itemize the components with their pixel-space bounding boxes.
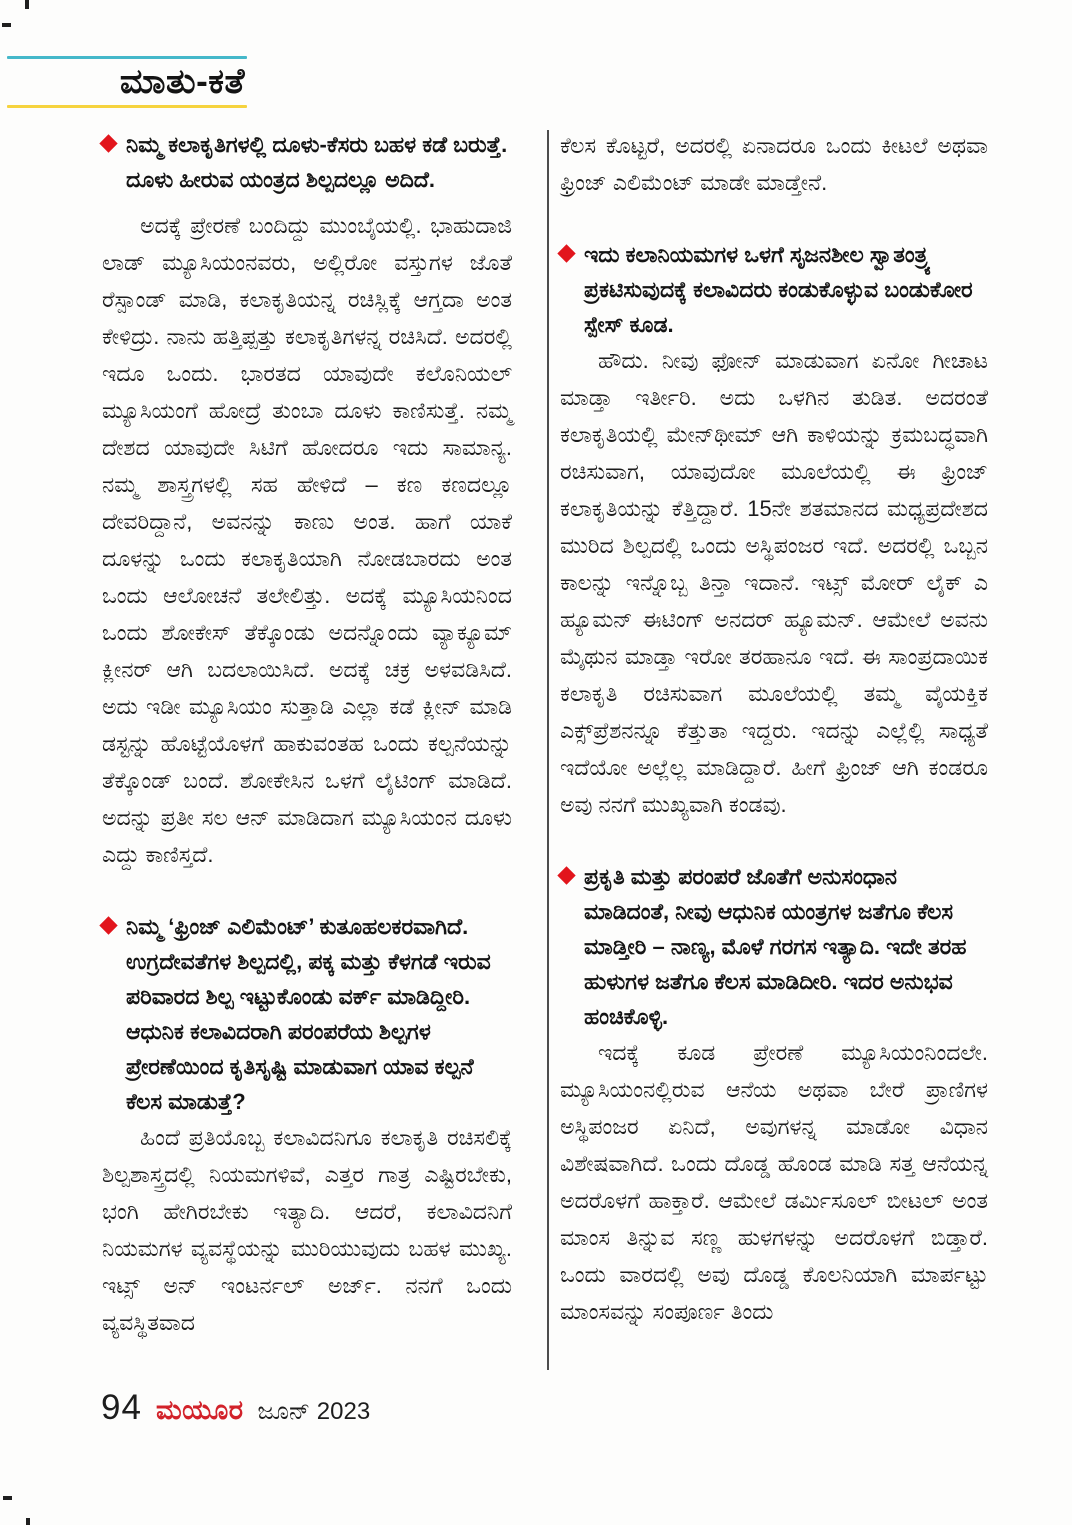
crop-mark-bottom-vertical xyxy=(26,1518,30,1525)
interview-answer: ಹಿಂದೆ ಪ್ರತಿಯೊಬ್ಬ ಕಲಾವಿದನಿಗೂ ಕಲಾಕೃತಿ ರಚಿಸಲಿಕ್ಕೆ ಶಿಲ್ಪಶಾಸ್ತ್ರದಲ್ಲಿ ನಿಯಮಗಳಿವೆ, ಎತ್ತರ ಗಾತ್ರ ಎಷ್ಟಿರಬೇಕು, ಭಂಗಿ ಹೇಗಿರಬೇಕು ಇತ್ಯಾದಿ. ಆದರೆ, ಕಲಾವಿದನಿಗೆ ನಿಯಮಗಳ ವ್ಯವಸ್ಥೆಯನ್ನು ಮುರಿಯುವುದು ಬಹಳ ಮುಖ್ಯ. ಇಟ್ಸ್ ಅನ್ ಇಂಟರ್ನಲ್ ಅರ್ಜ್. ನನಗೆ ಒಂದು ವ್ಯವಸ್ಥಿತವಾದ xyxy=(102,1125,512,1335)
crop-mark-bottom-horizontal xyxy=(3,1496,12,1500)
interview-answer: ಅದಕ್ಕೆ ಪ್ರೇರಣೆ ಬಂದಿದ್ದು ಮುಂಬೈಯಲ್ಲಿ. ಭಾಹುದಾಜಿ ಲಾಡ್ ಮ್ಯೂಸಿಯಂನವರು, ಅಲ್ಲಿರೋ ವಸ್ತುಗಳ ಜೊತೆ ರೆಸ್ಪಾಂಡ್ ಮಾಡಿ, ಕಲಾಕೃತಿಯನ್ನ ರಚಿಸ್ಲಿಕ್ಕೆ ಆಗ್ತದಾ ಅಂತ ಕೇಳಿದ್ರು. ನಾನು ಹತ್ತಿಪ್ಪತ್ತು ಕಲಾಕೃತಿಗಳನ್ನ ರಚಿಸಿದೆ. ಅದರಲ್ಲಿ ಇದೂ ಒಂದು. ಭಾರತದ ಯಾವುದೇ ಕಲೊನಿಯಲ್ ಮ್ಯೂಸಿಯಂಗೆ ಹೋದ್ರೆ ತುಂಬಾ ದೂಳು ಕಾಣಿಸುತ್ತೆ. ನಮ್ಮ ದೇಶದ ಯಾವುದೇ ಸಿಟಿಗೆ ಹೋದರೂ ಇದು ಸಾಮಾನ್ಯ. ನಮ್ಮ ಶಾಸ್ತ್ರಗಳಲ್ಲಿ ಸಹ ಹೇಳಿದೆ – ಕಣ ಕಣದಲ್ಲೂ ದೇವರಿದ್ದಾನೆ, ಅವನನ್ನು ಕಾಣು ಅಂತ. ಹಾಗೆ ಯಾಕೆ ದೂಳನ್ನು ಒಂದು ಕಲಾಕೃತಿಯಾಗಿ ನೋಡಬಾರದು ಅಂತ ಒಂದು ಆಲೋಚನೆ ತಲೇಲಿತ್ತು. ಅದಕ್ಕೆ ಮ್ಯೂಸಿಯನಿಂದ ಒಂದು ಶೋಕೇಸ್ ತೆಕ್ಕೊಂಡು ಅದನ್ನೊಂದು ವ್ಯಾಕ್ಯೂಮ್ ಕ್ಲೀನರ್ ಆಗಿ ಬದಲಾಯಿಸಿದೆ. ಅದಕ್ಕೆ ಚಕ್ರ ಅಳವಡಿಸಿದೆ. ಅದು ಇಡೀ ಮ್ಯೂಸಿಯಂ ಸುತ್ತಾಡಿ ಎಲ್ಲಾ ಕಡೆ ಕ್ಲೀನ್ ಮಾಡಿ ಡಸ್ಟನ್ನು ಹೊಟ್ಟೆಯೊಳಗೆ ಹಾಕುವಂತಹ ಒಂದು ಕಲ್ಪನೆಯನ್ನು ತೆಕ್ಕೊಂಡ್ ಬಂದೆ. ಶೋಕೇಸಿನ ಒಳಗೆ ಲೈಟಿಂಗ್ ಮಾಡಿದೆ. ಅದನ್ನು ಪ್ರತೀ ಸಲ ಆನ್ ಮಾಡಿದಾಗ ಮ್ಯೂಸಿಯಂನ ದೂಳು ಎದ್ದು ಕಾಣಿಸ್ತದೆ. xyxy=(102,213,512,867)
interview-question xyxy=(102,127,512,197)
left-column xyxy=(102,127,512,1341)
interview-question xyxy=(560,237,988,342)
page-number: 94 xyxy=(101,1388,142,1427)
crop-mark-top-vertical xyxy=(25,0,29,9)
page-title: ಮಾತು-ಕತೆ xyxy=(119,62,245,101)
interview-question xyxy=(102,909,512,1119)
issue-date: ಜೂನ್ 2023 xyxy=(257,1398,371,1425)
interview-answer: ಹೌದು. ನೀವು ಫೋನ್ ಮಾಡುವಾಗ ಏನೋ ಗೀಚಾಟ ಮಾಡ್ತಾ ಇರ್ತೀರಿ. ಅದು ಒಳಗಿನ ತುಡಿತ. ಅದರಂತೆ ಕಲಾಕೃತಿಯಲ್ಲಿ ಮೇನ್‌ಥೀಮ್ ಆಗಿ ಕಾಳಿಯನ್ನು ಕ್ರಮಬದ್ಧವಾಗಿ ರಚಿಸುವಾಗ, ಯಾವುದೋ ಮೂಲೆಯಲ್ಲಿ ಈ ಫ್ರಿಂಜ್ ಕಲಾಕೃತಿಯನ್ನು ಕೆತ್ತಿದ್ದಾರೆ. 15ನೇ ಶತಮಾನದ ಮಧ್ಯಪ್ರದೇಶದ ಮುರಿದ ಶಿಲ್ಪದಲ್ಲಿ ಒಂದು ಅಸ್ಥಿಪಂಜರ ಇದೆ. ಅದರಲ್ಲಿ ಒಬ್ಬನ ಕಾಲನ್ನು ಇನ್ನೊಬ್ಬ ತಿನ್ತಾ ಇದಾನೆ. ಇಟ್ಸ್ ಮೋರ್ ಲೈಕ್ ಎ ಹ್ಯೂಮನ್ ಈಟಿಂಗ್ ಅನದರ್ ಹ್ಯೂಮನ್. ಆಮೇಲೆ ಅವನು ಮೈಥುನ ಮಾಡ್ತಾ ಇರೋ ತರಹಾನೂ ಇದೆ. ಈ ಸಾಂಪ್ರದಾಯಿಕ ಕಲಾಕೃತಿ ರಚಿಸುವಾಗ ಮೂಲೆಯಲ್ಲಿ ತಮ್ಮ ವೈಯಕ್ತಿಕ ಎಕ್ಸ್‌ಪ್ರೆಶನನ್ನೂ ಕೆತ್ತುತಾ ಇದ್ದರು. ಇದನ್ನು ಎಲ್ಲೆಲ್ಲಿ ಸಾಧ್ಯತೆ ಇದೆಯೋ ಅಲ್ಲೆಲ್ಲ ಮಾಡಿದ್ದಾರೆ. ಹೀಗೆ ಫ್ರಿಂಜ್ ಆಗಿ ಕಂಡರೂ ಅವು ನನಗೆ ಮುಖ್ಯವಾಗಿ ಕಂಡವು. xyxy=(560,348,988,817)
header-rule-bottom xyxy=(7,105,247,108)
question-text: ನಿಮ್ಮ ‘ಫ್ರಿಂಜ್ ಎಲಿಮೆಂಟ್’ ಕುತೂಹಲಕರವಾಗಿದೆ. ಉಗ್ರದೇವತೆಗಳ ಶಿಲ್ಪದಲ್ಲಿ, ಪಕ್ಕ ಮತ್ತು ಕೆಳಗಡೆ ಇರುವ ಪರಿವಾರದ ಶಿಲ್ಪ ಇಟ್ಟುಕೊಂಡು ವರ್ಕ್ ಮಾಡಿದ್ದೀರಿ. ಆಧುನಿಕ ಕಲಾವಿದರಾಗಿ ಪರಂಪರೆಯ ಶಿಲ್ಪಗಳ ಪ್ರೇರಣೆಯಿಂದ ಕೃತಿಸೃಷ್ಟಿ ಮಾಡುವಾಗ ಯಾವ ಕಲ್ಪನೆ ಕೆಲಸ ಮಾಡುತ್ತೆ? xyxy=(126,914,491,1114)
right-column xyxy=(560,127,988,1330)
question-text: ನಿಮ್ಮ ಕಲಾಕೃತಿಗಳಲ್ಲಿ ದೂಳು-ಕೆಸರು ಬಹಳ ಕಡೆ ಬರುತ್ತೆ. ದೂಳು ಹೀರುವ ಯಂತ್ರದ ಶಿಲ್ಪದಲ್ಲೂ ಅದಿದೆ. xyxy=(126,132,508,192)
page-footer xyxy=(101,1388,370,1428)
section-header xyxy=(7,56,247,108)
diamond-bullet-icon xyxy=(99,134,117,152)
diamond-bullet-icon xyxy=(99,916,117,934)
interview-question xyxy=(560,859,988,1034)
diamond-bullet-icon xyxy=(557,866,575,884)
magazine-logo: ಮಯೂರ xyxy=(155,1395,244,1425)
question-text: ಇದು ಕಲಾನಿಯಮಗಳ ಒಳಗೆ ಸೃಜನಶೀಲ ಸ್ವಾತಂತ್ರ್ಯ ಪ್ರಕಟಿಸುವುದಕ್ಕೆ ಕಲಾವಿದರು ಕಂಡುಕೊಳ್ಳುವ ಬಂಡುಕೋರ ಸ್ಪೇಸ್ ಕೂಡ. xyxy=(584,242,973,337)
crop-mark-top-horizontal xyxy=(2,23,11,27)
interview-answer: ಇದಕ್ಕೆ ಕೂಡ ಪ್ರೇರಣೆ ಮ್ಯೂಸಿಯಂನಿಂದಲೇ. ಮ್ಯೂಸಿಯಂನಲ್ಲಿರುವ ಆನೆಯ ಅಥವಾ ಬೇರೆ ಪ್ರಾಣಿಗಳ ಅಸ್ಥಿಪಂಜರ ಏನಿದೆ, ಅವುಗಳನ್ನ ಮಾಡೋ ವಿಧಾನ ವಿಶೇಷವಾಗಿದೆ. ಒಂದು ದೊಡ್ಡ ಹೊಂಡ ಮಾಡಿ ಸತ್ತ ಆನೆಯನ್ನ ಅದರೊಳಗೆ ಹಾಕ್ತಾರೆ. ಆಮೇಲೆ ಡರ್ಮಿಸೂಲ್ ಬೀಟಲ್ ಅಂತ ಮಾಂಸ ತಿನ್ನುವ ಸಣ್ಣ ಹುಳಗಳನ್ನು ಅದರೊಳಗೆ ಬಿಡ್ತಾರೆ. ಒಂದು ವಾರದಲ್ಲಿ ಅವು ದೊಡ್ಡ ಕೊಲನಿಯಾಗಿ ಮಾರ್ಪಟ್ಟು ಮಾಂಸವನ್ನು ಸಂಪೂರ್ಣ ತಿಂದು xyxy=(560,1040,988,1324)
column-divider xyxy=(547,130,549,1370)
question-text: ಪ್ರಕೃತಿ ಮತ್ತು ಪರಂಪರೆ ಜೊತೆಗೆ ಅನುಸಂಧಾನ ಮಾಡಿದಂತೆ, ನೀವು ಆಧುನಿಕ ಯಂತ್ರಗಳ ಜತೆಗೂ ಕೆಲಸ ಮಾಡ್ತೀರಿ – ನಾಣ್ಯ, ಮೊಳೆ ಗರಗಸ ಇತ್ಯಾದಿ. ಇದೇ ತರಹ ಹುಳುಗಳ ಜತೆಗೂ ಕೆಲಸ ಮಾಡಿದೀರಿ. ಇದರ ಅನುಭವ ಹಂಚಿಕೊಳ್ಳಿ. xyxy=(584,864,967,1029)
diamond-bullet-icon xyxy=(557,244,575,262)
interview-answer-continuation: ಕೆಲಸ ಕೊಟ್ಟರೆ, ಅದರಲ್ಲಿ ಏನಾದರೂ ಒಂದು ಕೀಟಲೆ ಅಥವಾ ಫ್ರಿಂಜ್ ಎಲಿಮೆಂಟ್ ಮಾಡೇ ಮಾಡ್ತೇನೆ. xyxy=(560,133,988,195)
